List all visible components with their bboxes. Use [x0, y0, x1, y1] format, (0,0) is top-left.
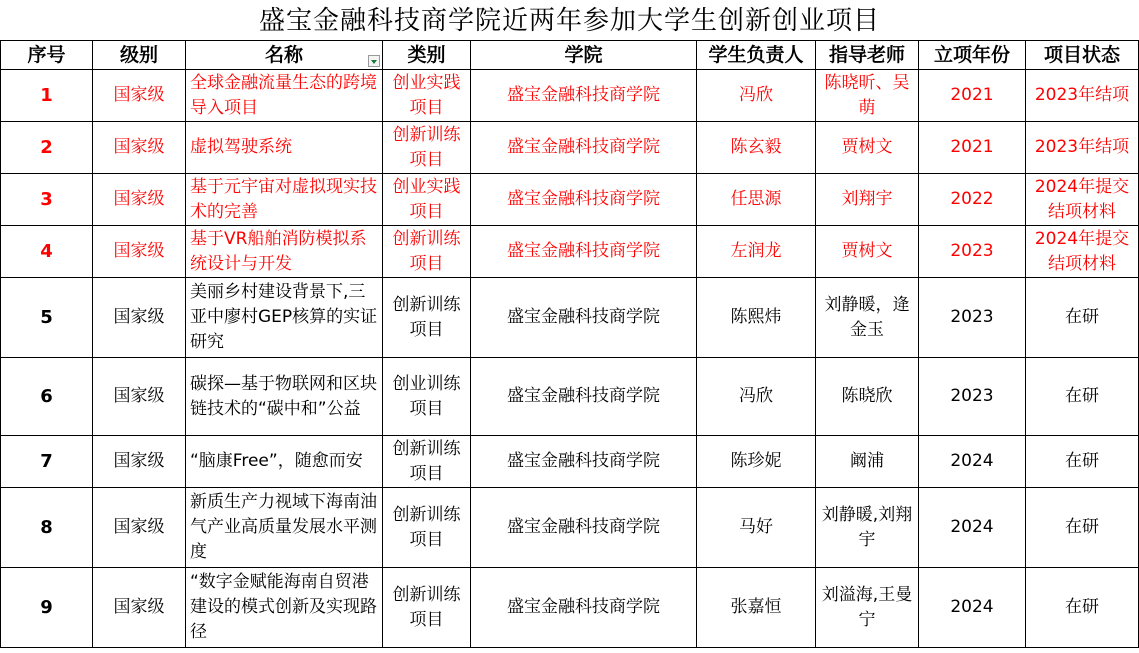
cell-level[interactable]: 国家级 [93, 436, 186, 488]
cell-no[interactable]: 2 [1, 122, 93, 174]
cell-name[interactable]: 碳探—基于物联网和区块链技术的“碳中和”公益 [186, 358, 383, 436]
cell-level[interactable]: 国家级 [93, 70, 186, 122]
cell-college[interactable]: 盛宝金融科技商学院 [471, 122, 697, 174]
cell-year[interactable]: 2024 [919, 568, 1026, 648]
cell-no[interactable]: 4 [1, 226, 93, 278]
cell-status[interactable]: 2024年提交结项材料 [1026, 174, 1139, 226]
cell-year[interactable]: 2024 [919, 488, 1026, 568]
cell-name[interactable]: 基于VR船舶消防模拟系统设计与开发 [186, 226, 383, 278]
cell-year[interactable]: 2023 [919, 278, 1026, 358]
cell-no[interactable]: 5 [1, 278, 93, 358]
cell-advisor[interactable]: 刘翔宇 [816, 174, 919, 226]
cell-status[interactable]: 2024年提交结项材料 [1026, 226, 1139, 278]
cell-advisor[interactable]: 刘静暖,刘翔宇 [816, 488, 919, 568]
cell-level[interactable]: 国家级 [93, 174, 186, 226]
table-row [1, 568, 1139, 648]
header-cell-type[interactable]: 类别 [383, 41, 471, 70]
cell-type[interactable]: 创新训练项目 [383, 568, 471, 648]
cell-leader[interactable]: 陈熙炜 [697, 278, 816, 358]
header-cell-advisor[interactable]: 指导老师 [816, 41, 919, 70]
cell-no[interactable]: 3 [1, 174, 93, 226]
cell-leader[interactable]: 左润龙 [697, 226, 816, 278]
table-row [1, 226, 1139, 278]
header-cell-status[interactable]: 项目状态 [1026, 41, 1139, 70]
table-row [1, 358, 1139, 436]
header-cell-leader[interactable]: 学生负责人 [697, 41, 816, 70]
cell-no[interactable]: 8 [1, 488, 93, 568]
cell-advisor[interactable]: 刘溢海,王曼宁 [816, 568, 919, 648]
table-row [1, 436, 1139, 488]
header-cell-level[interactable]: 级别 [93, 41, 186, 70]
cell-year[interactable]: 2023 [919, 358, 1026, 436]
header-cell-name-label: 名称 [264, 43, 303, 66]
header-cell-no[interactable]: 序号 [1, 41, 93, 70]
cell-level[interactable]: 国家级 [93, 122, 186, 174]
cell-college[interactable]: 盛宝金融科技商学院 [471, 70, 697, 122]
table-row [1, 488, 1139, 568]
header-cell-year[interactable]: 立项年份 [919, 41, 1026, 70]
cell-type[interactable]: 创新训练项目 [383, 278, 471, 358]
cell-college[interactable]: 盛宝金融科技商学院 [471, 436, 697, 488]
cell-advisor[interactable]: 贾树文 [816, 226, 919, 278]
cell-year[interactable]: 2022 [919, 174, 1026, 226]
cell-leader[interactable]: 陈玄毅 [697, 122, 816, 174]
sheet-title: 盛宝金融科技商学院近两年参加大学生创新创业项目 [258, 6, 880, 36]
cell-type[interactable]: 创新训练项目 [383, 226, 471, 278]
cell-status[interactable]: 2023年结项 [1026, 122, 1139, 174]
cell-name[interactable]: 新质生产力视域下海南油气产业高质量发展水平测度 [186, 488, 383, 568]
cell-level[interactable]: 国家级 [93, 226, 186, 278]
cell-year[interactable]: 2023 [919, 226, 1026, 278]
cell-year[interactable]: 2021 [919, 70, 1026, 122]
table-row [1, 70, 1139, 122]
cell-year[interactable]: 2024 [919, 436, 1026, 488]
cell-name[interactable]: 基于元宇宙对虚拟现实技术的完善 [186, 174, 383, 226]
cell-advisor[interactable]: 贾树文 [816, 122, 919, 174]
cell-name[interactable]: “数字金赋能海南自贸港建设的模式创新及实现路径 [186, 568, 383, 648]
cell-college[interactable]: 盛宝金融科技商学院 [471, 488, 697, 568]
cell-status[interactable]: 在研 [1026, 568, 1139, 648]
cell-no[interactable]: 6 [1, 358, 93, 436]
cell-status[interactable]: 2023年结项 [1026, 70, 1139, 122]
cell-status[interactable]: 在研 [1026, 358, 1139, 436]
header-cell-college[interactable]: 学院 [471, 41, 697, 70]
table-row [1, 122, 1139, 174]
cell-name[interactable]: 美丽乡村建设背景下,三亚中廖村GEP核算的实证研究 [186, 278, 383, 358]
cell-leader[interactable]: 任思源 [697, 174, 816, 226]
cell-leader[interactable]: 马好 [697, 488, 816, 568]
cell-level[interactable]: 国家级 [93, 568, 186, 648]
header-row [1, 41, 1139, 70]
cell-type[interactable]: 创业实践项目 [383, 70, 471, 122]
cell-type[interactable]: 创新训练项目 [383, 436, 471, 488]
projects-table [0, 40, 1139, 648]
cell-type[interactable]: 创业训练项目 [383, 358, 471, 436]
cell-level[interactable]: 国家级 [93, 358, 186, 436]
cell-status[interactable]: 在研 [1026, 278, 1139, 358]
cell-name[interactable]: 全球金融流量生态的跨境导入项目 [186, 70, 383, 122]
cell-type[interactable]: 创新训练项目 [383, 488, 471, 568]
cell-status[interactable]: 在研 [1026, 436, 1139, 488]
cell-advisor[interactable]: 阚浦 [816, 436, 919, 488]
header-cell-name[interactable] [186, 41, 383, 70]
cell-college[interactable]: 盛宝金融科技商学院 [471, 568, 697, 648]
cell-leader[interactable]: 张嘉恒 [697, 568, 816, 648]
cell-name[interactable]: “脑康Free”，随愈而安 [186, 436, 383, 488]
cell-leader[interactable]: 冯欣 [697, 358, 816, 436]
cell-college[interactable]: 盛宝金融科技商学院 [471, 358, 697, 436]
cell-status[interactable]: 在研 [1026, 488, 1139, 568]
cell-college[interactable]: 盛宝金融科技商学院 [471, 226, 697, 278]
cell-leader[interactable]: 冯欣 [697, 70, 816, 122]
cell-advisor[interactable]: 刘静暖，逄金玉 [816, 278, 919, 358]
cell-level[interactable]: 国家级 [93, 488, 186, 568]
cell-advisor[interactable]: 陈晓欣 [816, 358, 919, 436]
cell-no[interactable]: 9 [1, 568, 93, 648]
table-row [1, 174, 1139, 226]
cell-type[interactable]: 创业实践项目 [383, 174, 471, 226]
cell-name[interactable]: 虚拟驾驶系统 [186, 122, 383, 174]
cell-advisor[interactable]: 陈晓昕、吴萌 [816, 70, 919, 122]
cell-type[interactable]: 创新训练项目 [383, 122, 471, 174]
cell-leader[interactable]: 陈珍妮 [697, 436, 816, 488]
cell-no[interactable]: 1 [1, 70, 93, 122]
cell-college[interactable]: 盛宝金融科技商学院 [471, 174, 697, 226]
cell-level[interactable]: 国家级 [93, 278, 186, 358]
table-row [1, 278, 1139, 358]
cell-college[interactable]: 盛宝金融科技商学院 [471, 278, 697, 358]
filter-dropdown-icon[interactable] [368, 55, 380, 67]
cell-year[interactable]: 2021 [919, 122, 1026, 174]
cell-no[interactable]: 7 [1, 436, 93, 488]
